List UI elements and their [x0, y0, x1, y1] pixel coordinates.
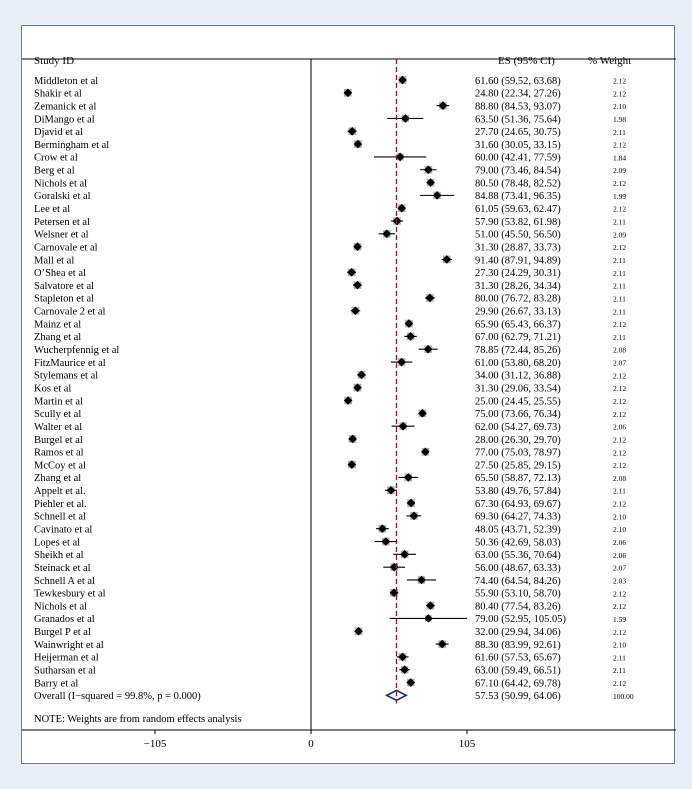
- overall-label: Overall (I−squared = 99.8%, p = 0.000): [34, 691, 201, 703]
- study-row: [34, 524, 626, 535]
- study-es-ci: 80.00 (76.72, 83.28): [475, 293, 561, 305]
- study-weight: 2.11: [613, 486, 626, 496]
- study-row: [34, 358, 626, 369]
- study-label: Schnell et al: [34, 511, 86, 523]
- study-label: Middleton et al: [34, 75, 99, 87]
- study-row: [34, 447, 626, 458]
- study-label: Nichols et al: [34, 601, 88, 613]
- study-weight: 2.10: [613, 512, 627, 522]
- study-label: Sutharsan et al: [34, 665, 96, 677]
- study-es-ci: 65.50 (58.87, 72.13): [475, 473, 561, 485]
- study-row: [34, 371, 626, 382]
- study-weight: 2.12: [613, 371, 627, 381]
- header-weight: % Weight: [588, 55, 632, 67]
- study-es-ci: 63.00 (59.49, 66.51): [475, 665, 561, 677]
- study-es-ci: 62.00 (54.27, 69.73): [475, 421, 561, 433]
- study-label: Carnovale 2 et al: [34, 306, 106, 318]
- study-weight: 2.12: [613, 589, 627, 599]
- study-row: [34, 178, 626, 189]
- study-weight: 2.12: [613, 204, 627, 214]
- study-es-ci: 78.85 (72.44, 85.26): [475, 345, 561, 357]
- study-es-ci: 69.30 (64.27, 74.33): [475, 511, 561, 523]
- overall-es-ci: 57.53 (50.99, 64.06): [475, 691, 561, 703]
- note-text: NOTE: Weights are from random effects analysis: [34, 714, 242, 725]
- study-es-ci: 31.30 (28.26, 34.34): [475, 280, 561, 292]
- study-es-ci: 29.90 (26.67, 33.13): [475, 306, 561, 318]
- study-weight: 1.84: [613, 153, 627, 163]
- study-row: [34, 140, 626, 151]
- study-label: O’Shea et al: [34, 268, 86, 280]
- study-label: Walter et al: [34, 421, 83, 433]
- study-es-ci: 31.60 (30.05, 33.15): [475, 139, 561, 151]
- study-label: Mainz et al: [34, 319, 82, 331]
- study-label: DiMango et al: [34, 114, 95, 126]
- study-weight: 2.07: [613, 358, 627, 368]
- study-row: [34, 537, 626, 548]
- study-weight: 2.11: [613, 332, 626, 342]
- study-es-ci: 57.90 (53.82, 61.98): [475, 216, 561, 228]
- study-label: Zhang et al: [34, 473, 82, 485]
- study-weight: 2.11: [613, 307, 626, 317]
- study-es-ci: 61.00 (53.80, 68.20): [475, 357, 561, 369]
- study-row: [34, 396, 626, 407]
- study-label: Kos et al: [34, 383, 72, 395]
- study-weight: 1.99: [613, 191, 627, 201]
- study-row: [34, 319, 626, 330]
- study-es-ci: 80.40 (77.54, 83.26): [475, 601, 561, 613]
- study-weight: 2.11: [613, 294, 626, 304]
- study-label: Welsner et al: [34, 229, 89, 241]
- study-weight: 2.12: [613, 179, 627, 189]
- study-weight: 2.03: [613, 576, 627, 586]
- study-weight: 1.98: [613, 114, 627, 124]
- forest-plot: [22, 26, 676, 765]
- study-es-ci: 50.36 (42.69, 58.03): [475, 537, 561, 549]
- study-weight: 2.12: [613, 602, 627, 612]
- study-es-ci: 25.00 (24.45, 25.55): [475, 396, 561, 408]
- study-es-ci: 24.80 (22.34, 27.26): [475, 88, 561, 100]
- study-weight: 2.11: [613, 217, 626, 227]
- forest-plot-frame: [21, 25, 675, 764]
- study-label: Berg et al: [34, 165, 75, 177]
- study-es-ci: 67.30 (64.93, 69.67): [475, 498, 561, 510]
- study-label: Cavinato et al: [34, 524, 93, 536]
- study-label: Appelt et al.: [34, 486, 86, 498]
- study-weight: 2.12: [613, 243, 627, 253]
- study-label: Piehler et al.: [34, 498, 87, 510]
- study-weight: 2.12: [613, 679, 627, 689]
- study-label: Burgel et al: [34, 434, 83, 446]
- study-row: [34, 563, 626, 574]
- study-weight: 2.10: [613, 102, 627, 112]
- study-row: [34, 589, 626, 600]
- study-row: [34, 614, 626, 625]
- study-es-ci: 84.88 (73.41, 96.35): [475, 191, 561, 203]
- study-row: [34, 230, 626, 241]
- study-es-ci: 80.50 (78.48, 82.52): [475, 178, 561, 190]
- study-label: Burgel P et al: [34, 627, 91, 639]
- study-weight: 2.10: [613, 525, 627, 535]
- study-label: Heijerman et al: [34, 652, 99, 664]
- study-label: Sheikh et al: [34, 550, 84, 562]
- study-row: [34, 383, 626, 394]
- study-es-ci: 31.30 (29.06, 33.54): [475, 383, 561, 395]
- study-row: [34, 217, 626, 228]
- study-row: [34, 255, 626, 266]
- study-row: [34, 576, 626, 587]
- study-weight: 2.11: [613, 666, 626, 676]
- study-row: [34, 640, 626, 651]
- study-weight: 2.08: [613, 345, 627, 355]
- x-tick-label: 0: [308, 738, 314, 750]
- study-row: [34, 281, 626, 292]
- study-label: McCoy et al: [34, 460, 86, 472]
- study-row: [34, 512, 626, 523]
- study-weight: 2.11: [613, 268, 626, 278]
- study-es-ci: 63.50 (51.36, 75.64): [475, 114, 561, 126]
- study-row: [34, 191, 626, 202]
- x-tick-label: 105: [458, 738, 476, 750]
- study-es-ci: 48.05 (43.71, 52.39): [475, 524, 561, 536]
- study-weight: 2.09: [613, 230, 627, 240]
- study-row: [34, 550, 626, 561]
- study-weight: 2.11: [613, 127, 626, 137]
- study-label: Tewkesbury et al: [34, 588, 106, 600]
- study-row: [34, 486, 626, 497]
- study-row: [34, 332, 626, 343]
- study-row: [34, 627, 626, 638]
- study-row: [34, 665, 626, 676]
- study-row: [34, 268, 626, 279]
- study-row: [34, 204, 626, 215]
- study-label: Barry et al: [34, 678, 79, 690]
- study-row: [34, 242, 626, 253]
- study-label: Zhang et al: [34, 332, 82, 344]
- study-label: Martin et al: [34, 396, 83, 408]
- study-weight: 2.12: [613, 435, 627, 445]
- study-weight: 2.12: [613, 499, 627, 509]
- study-row: [34, 678, 626, 689]
- study-weight: 2.08: [613, 473, 627, 483]
- study-es-ci: 79.00 (73.46, 84.54): [475, 165, 561, 177]
- study-es-ci: 27.30 (24.29, 30.31): [475, 268, 561, 280]
- study-label: Ramos et al: [34, 447, 84, 459]
- study-weight: 2.06: [613, 538, 627, 548]
- study-row: [34, 89, 626, 100]
- header-study-id: Study ID: [34, 55, 75, 67]
- study-es-ci: 61.05 (59.63, 62.47): [475, 204, 561, 215]
- study-label: Bermingham et al: [34, 139, 110, 151]
- study-label: Granados et al: [34, 614, 95, 626]
- study-es-ci: 61.60 (57.53, 65.67): [475, 652, 561, 664]
- study-row: [34, 127, 626, 138]
- study-es-ci: 67.00 (62.79, 71.21): [475, 332, 561, 344]
- study-es-ci: 65.90 (65.43, 66.37): [475, 319, 561, 331]
- study-es-ci: 28.00 (26.30, 29.70): [475, 434, 561, 446]
- study-es-ci: 34.00 (31.12, 36.88): [475, 370, 561, 382]
- study-weight: 2.12: [613, 397, 627, 406]
- study-es-ci: 79.00 (52.95, 105.05): [475, 614, 566, 626]
- study-es-ci: 27.50 (25.85, 29.15): [475, 460, 561, 472]
- study-label: Steinack et al: [34, 562, 91, 574]
- study-weight: 2.11: [613, 255, 626, 265]
- study-es-ci: 60.00 (42.41, 77.59): [475, 152, 561, 164]
- study-es-ci: 51.00 (45.50, 56.50): [475, 229, 561, 241]
- study-label: Djavid et al: [34, 127, 83, 139]
- study-es-ci: 74.40 (64.54, 84.26): [475, 575, 561, 587]
- study-es-ci: 88.30 (83.99, 92.61): [475, 639, 561, 651]
- x-tick-label: −105: [143, 738, 167, 750]
- study-es-ci: 32.00 (29.94, 34.06): [475, 627, 561, 639]
- study-label: Lee et al: [34, 204, 71, 215]
- study-row: [34, 345, 626, 356]
- study-row: [34, 153, 626, 164]
- study-weight: 2.12: [613, 409, 627, 419]
- study-es-ci: 27.70 (24.65, 30.75): [475, 127, 561, 139]
- study-weight: 2.12: [613, 627, 627, 637]
- study-es-ci: 77.00 (75.03, 78.97): [475, 447, 561, 459]
- study-label: Crow et al: [34, 152, 78, 164]
- study-label: Schnell A et al: [34, 575, 95, 587]
- study-weight: 2.06: [613, 550, 627, 560]
- study-label: Goralski et al: [34, 191, 91, 203]
- study-es-ci: 88.80 (84.53, 93.07): [475, 101, 561, 113]
- study-label: Carnovale et al: [34, 242, 98, 254]
- study-weight: 2.12: [613, 140, 627, 150]
- study-weight: 2.12: [613, 320, 627, 330]
- study-weight: 2.09: [613, 166, 627, 176]
- study-row: [34, 294, 626, 305]
- overall-row: [34, 690, 634, 702]
- study-label: Shakir et al: [34, 88, 82, 100]
- study-weight: 2.11: [613, 653, 626, 663]
- study-weight: 2.12: [613, 89, 627, 99]
- study-weight: 2.12: [613, 461, 627, 471]
- study-es-ci: 55.90 (53.10, 58.70): [475, 588, 561, 600]
- study-label: Lopes et al: [34, 537, 81, 549]
- study-label: Zemanick et al: [34, 101, 97, 113]
- header-es-ci: ES (95% CI): [498, 55, 555, 67]
- study-label: Stapleton et al: [34, 293, 95, 305]
- study-weight: 2.10: [613, 640, 627, 650]
- study-row: [34, 306, 626, 317]
- study-weight: 2.06: [613, 422, 627, 432]
- study-row: [34, 114, 626, 125]
- study-row: [34, 165, 626, 176]
- study-weight: 2.11: [613, 281, 626, 291]
- study-row: [34, 76, 626, 87]
- study-es-ci: 63.00 (55.36, 70.64): [475, 550, 561, 562]
- study-es-ci: 91.40 (87.91, 94.89): [475, 255, 561, 267]
- study-row: [34, 435, 626, 446]
- study-weight: 2.12: [613, 76, 627, 86]
- study-label: Scully et al: [34, 409, 82, 421]
- study-row: [34, 409, 626, 420]
- study-row: [34, 601, 626, 612]
- study-row: [34, 422, 626, 433]
- overall-weight: 100.00: [613, 691, 634, 701]
- study-es-ci: 75.00 (73.66, 76.34): [475, 409, 561, 421]
- study-label: Salvatore et al: [34, 280, 95, 292]
- study-label: Nichols et al: [34, 178, 88, 190]
- study-label: Wucherpfennig et al: [34, 345, 120, 357]
- study-label: Mall et al: [34, 255, 75, 267]
- study-row: [34, 101, 626, 112]
- study-es-ci: 53.80 (49.76, 57.84): [475, 486, 561, 498]
- study-label: Petersen et al: [34, 216, 90, 228]
- study-row: [34, 460, 626, 471]
- study-weight: 2.07: [613, 563, 627, 573]
- study-label: Stylemans et al: [34, 370, 99, 382]
- study-row: [34, 653, 626, 664]
- study-weight: 1.59: [613, 614, 627, 624]
- study-es-ci: 56.00 (48.67, 63.33): [475, 562, 561, 574]
- study-row: [34, 499, 626, 510]
- study-es-ci: 67.10 (64.42, 69.78): [475, 678, 561, 690]
- study-weight: 2.12: [613, 384, 627, 394]
- study-weight: 2.12: [613, 448, 627, 458]
- study-label: Wainwright et al: [34, 639, 104, 651]
- study-label: FitzMaurice et al: [34, 357, 106, 369]
- study-es-ci: 31.30 (28.87, 33.73): [475, 242, 561, 254]
- study-row: [34, 473, 626, 484]
- study-es-ci: 61.60 (59.52, 63.68): [475, 75, 561, 87]
